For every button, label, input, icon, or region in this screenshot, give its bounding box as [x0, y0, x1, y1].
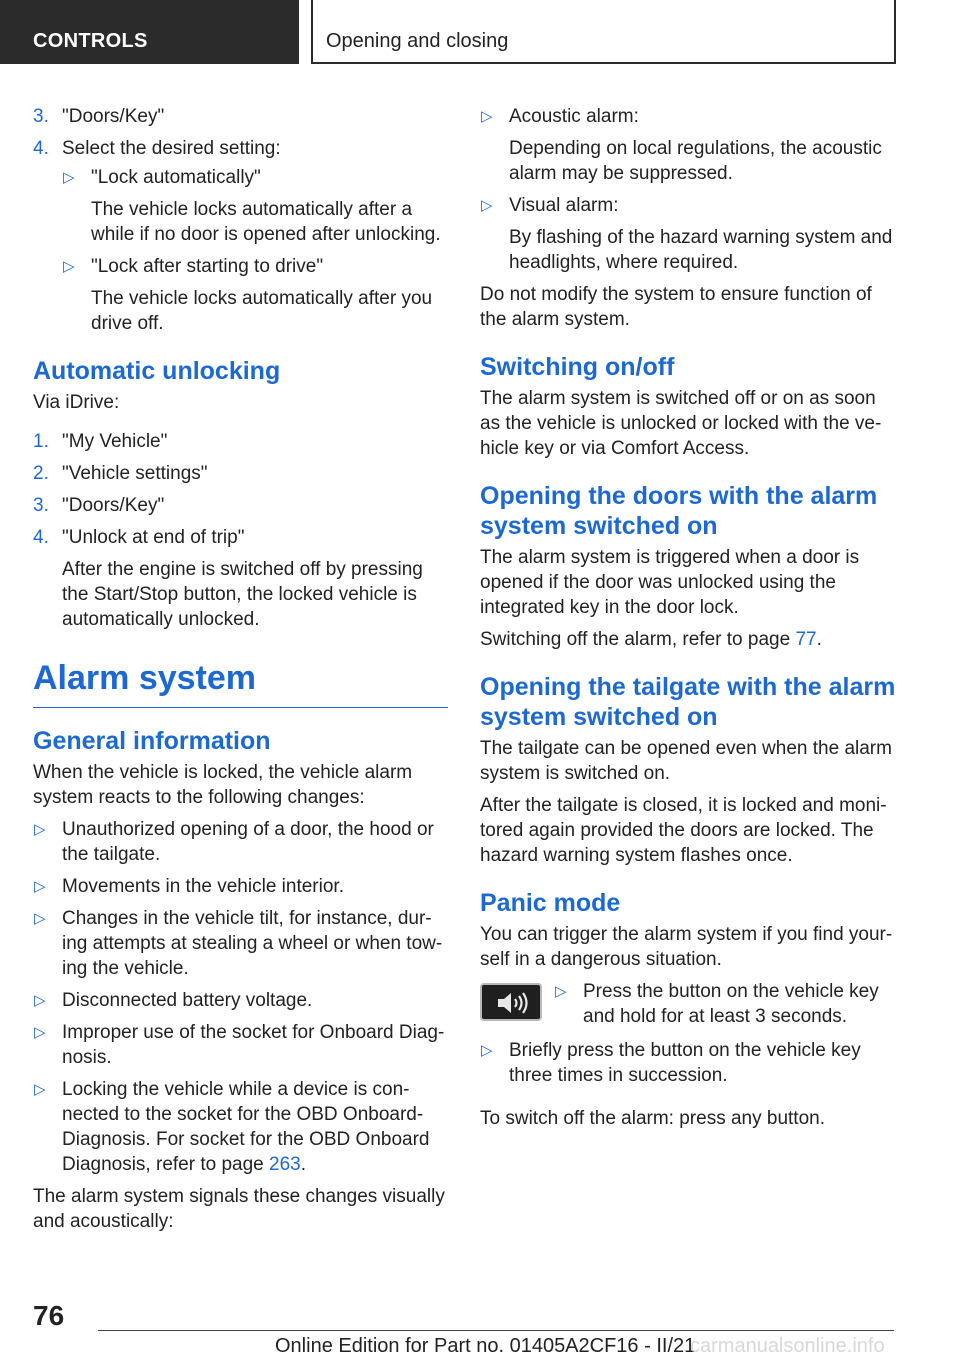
paragraph: Via iDrive:: [33, 392, 120, 413]
bullet-text-end: .: [300, 1154, 306, 1175]
step-text: "Vehicle settings": [62, 463, 208, 484]
watermark: carmanualsonline.info: [690, 1335, 885, 1357]
paragraph: The tailgate can be opened even when the alarm system is switched on.: [480, 738, 892, 784]
bullet-text: Disconnected battery voltage.: [62, 990, 313, 1011]
triangle-right-icon: ▷: [481, 108, 493, 125]
right-column: [480, 104, 898, 1138]
list-item: [33, 817, 448, 867]
list-item: [33, 874, 448, 899]
triangle-right-icon: ▷: [63, 169, 75, 186]
heading-alarm-system: Alarm system: [33, 658, 448, 708]
list-item: [33, 525, 448, 632]
footer-divider: [98, 1330, 894, 1331]
ref-end: .: [816, 629, 822, 650]
list-item: [33, 988, 448, 1013]
step-text: "Doors/Key": [62, 495, 165, 516]
signal-title: Acoustic alarm:: [509, 106, 639, 127]
option-title: "Lock automatically": [91, 167, 261, 188]
list-item: [33, 104, 448, 129]
triangle-right-icon: ▷: [34, 878, 46, 895]
bullet-text: Briefly press the button on the vehicle key three times in succession.: [509, 1040, 861, 1086]
section-title: CONTROLS: [33, 30, 148, 52]
speaker-wave-icon: [480, 983, 542, 1021]
step-text: "Unlock at end of trip": [62, 527, 245, 548]
step-number: 3.: [33, 106, 49, 127]
page-link-263[interactable]: 263: [269, 1154, 301, 1175]
list-item: [62, 165, 448, 247]
triangle-right-icon: ▷: [34, 910, 46, 927]
step-number: 4.: [33, 527, 49, 548]
triangle-right-icon: ▷: [555, 983, 567, 1000]
paragraph: The alarm system is triggered when a door is opened if the door was unlocked using the integrated key in the door lock.: [480, 547, 860, 618]
paragraph: After the tailgate is closed, it is locked and moni-tored again provided the doors are locked. The hazard warning system flashes once.: [480, 795, 887, 866]
paragraph: When the vehicle is locked, the vehicle alarm system reacts to the following changes:: [33, 762, 413, 808]
list-item: [554, 979, 898, 1029]
step-number: 1.: [33, 431, 49, 452]
panic-button-row: [480, 979, 898, 1031]
list-item: [33, 493, 448, 518]
page-link-77[interactable]: 77: [795, 629, 817, 650]
list-item: [480, 1038, 898, 1088]
step-number: 3.: [33, 495, 49, 516]
heading-panic-mode: Panic mode: [480, 889, 621, 917]
paragraph: The alarm system signals these changes visually and acoustically:: [33, 1186, 445, 1232]
ref-text: Switching off the alarm, refer to page: [480, 629, 796, 650]
heading-general-information: General information: [33, 727, 271, 755]
list-item: [33, 1077, 448, 1177]
paragraph: The alarm system is switched off or on as soon as the vehicle is unlocked or locked with the ve-hicle key or via Comfort Access.: [480, 388, 882, 459]
step-number: 2.: [33, 463, 49, 484]
step-text: "My Vehicle": [62, 431, 168, 452]
signal-desc: By flashing of the hazard warning system and headlights, where required.: [509, 227, 893, 273]
step-text: "Doors/Key": [62, 106, 165, 127]
step-text: Select the desired setting:: [62, 138, 281, 159]
left-column: [33, 104, 448, 1241]
setting-options: [33, 165, 448, 336]
section-tab: [0, 0, 299, 64]
list-item: [33, 461, 448, 486]
triangle-right-icon: ▷: [63, 258, 75, 275]
heading-switching: Switching on/off: [480, 353, 675, 381]
footer-edition: Online Edition for Part no. 01405A2CF16 - II/21: [275, 1335, 696, 1357]
list-item: [480, 193, 898, 275]
paragraph: To switch off the alarm: press any button.: [480, 1108, 825, 1129]
triangle-right-icon: ▷: [34, 1024, 46, 1041]
triangle-right-icon: ▷: [481, 1042, 493, 1059]
triangle-right-icon: ▷: [481, 197, 493, 214]
chapter-title: Opening and closing: [326, 30, 509, 52]
bullet-text: Movements in the vehicle interior.: [62, 876, 344, 897]
step-note: After the engine is switched off by pressing the Start/Stop button, the locked vehicle is automatically unlocked.: [62, 559, 423, 630]
heading-opening-doors: Opening the doors with the alarm system switched on: [480, 482, 878, 540]
heading-opening-tailgate: Opening the tailgate with the alarm system switched on: [480, 673, 896, 731]
signal-title: Visual alarm:: [509, 195, 619, 216]
page-number: 76: [33, 1300, 65, 1331]
list-item: [62, 254, 448, 336]
option-desc: The vehicle locks automatically after you drive off.: [91, 288, 433, 334]
paragraph-ref: [480, 627, 898, 652]
triangle-right-icon: ▷: [34, 1081, 46, 1098]
paragraph: You can trigger the alarm system if you find your-self in a dangerous situation.: [480, 924, 893, 970]
step-number: 4.: [33, 138, 49, 159]
paragraph: Do not modify the system to ensure function of the alarm system.: [480, 284, 872, 330]
list-item: [480, 104, 898, 186]
bullet-text: Changes in the vehicle tilt, for instance, dur-ing attempts at stealing a wheel or when tow-ing the vehicle.: [62, 908, 443, 979]
signal-desc: Depending on local regulations, the acoustic alarm may be suppressed.: [509, 138, 882, 184]
bullet-text: Locking the vehicle while a device is con-nected to the socket for the OBD Onboard-Diagnosis. For socket for the OBD Onboard Diagnosis, refer to page: [62, 1079, 430, 1175]
bullet-text: Improper use of the socket for Onboard Diag-nosis.: [62, 1022, 445, 1068]
chapter-tab: [311, 0, 896, 64]
list-item: [33, 136, 448, 161]
list-item: [33, 429, 448, 454]
option-title: "Lock after starting to drive": [91, 256, 324, 277]
option-desc: The vehicle locks automatically after a while if no door is opened after unlocking.: [91, 199, 441, 245]
list-item: [33, 906, 448, 981]
triangle-right-icon: ▷: [34, 821, 46, 838]
bullet-text: Unauthorized opening of a door, the hood or the tailgate.: [62, 819, 434, 865]
list-item: [33, 1020, 448, 1070]
bullet-text: Press the button on the vehicle key and hold for at least 3 seconds.: [583, 981, 879, 1027]
triangle-right-icon: ▷: [34, 992, 46, 1009]
heading-automatic-unlocking: Automatic unlocking: [33, 357, 281, 385]
